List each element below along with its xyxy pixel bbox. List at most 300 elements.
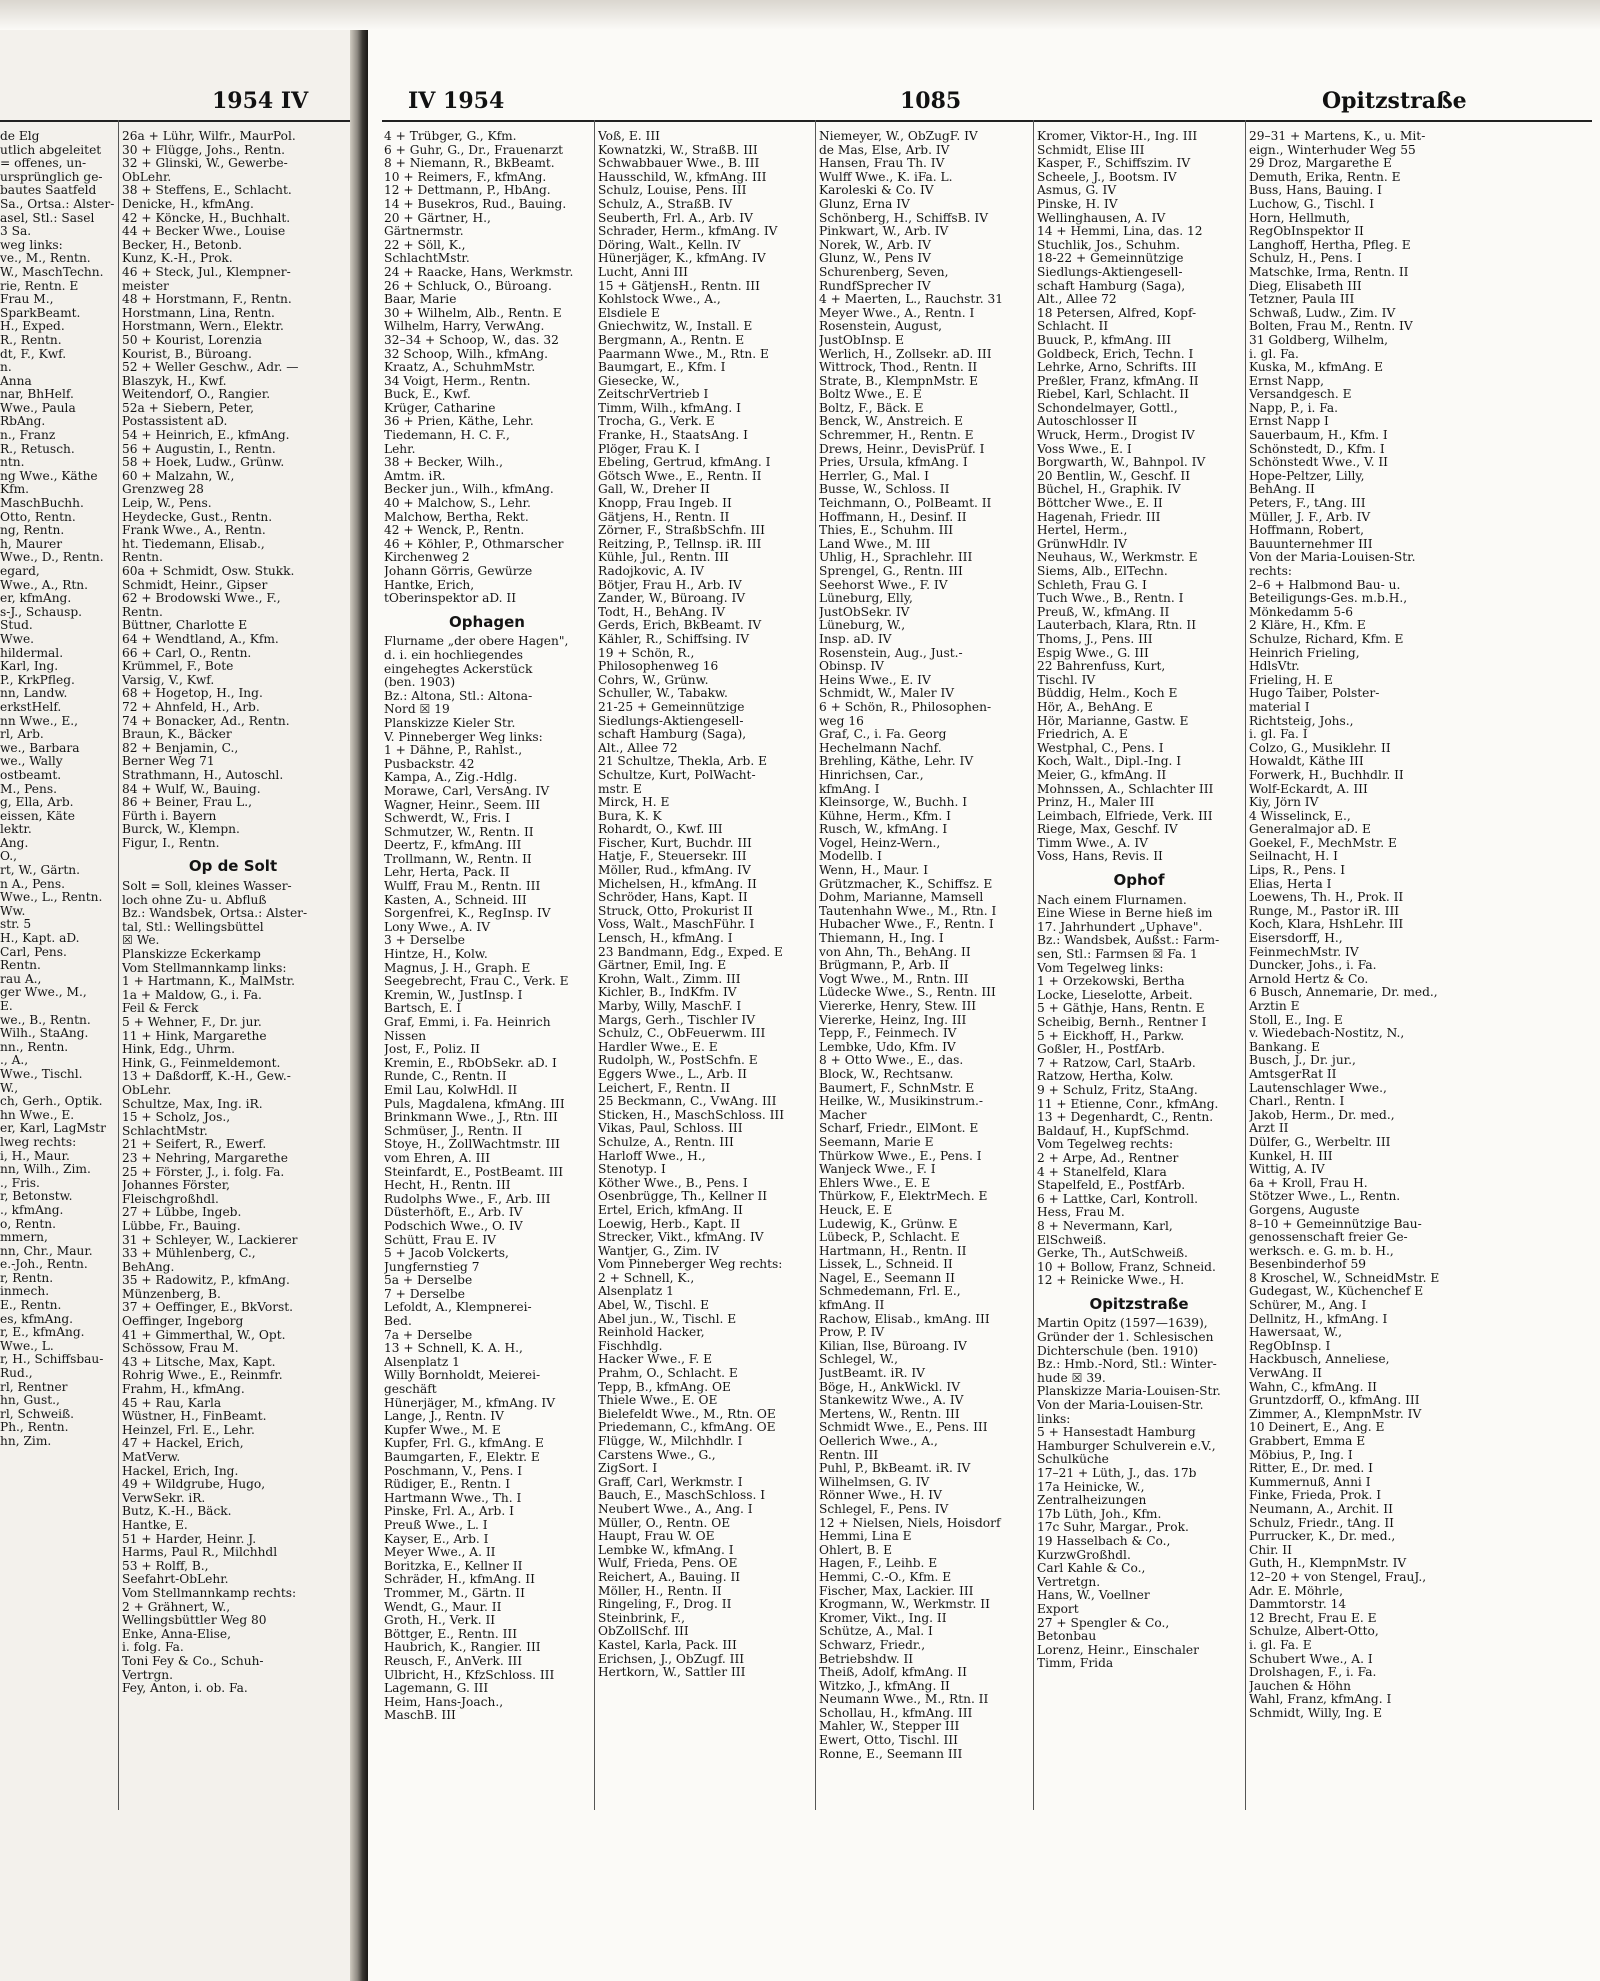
- directory-entry: Alt., Allee 72: [598, 741, 678, 755]
- directory-entry: 68 + Hogetop, H., Ing.: [122, 687, 263, 701]
- directory-entry: 18 Petersen, Alfred, Kopf-: [1037, 306, 1197, 320]
- directory-entry: 5 + Wehner, F., Dr. jur.: [122, 1016, 262, 1029]
- directory-entry: 13 + Degenhardt, C., Rentn.: [1037, 1111, 1214, 1125]
- directory-entry: Zentralheizungen: [1037, 1494, 1147, 1508]
- directory-entry: Timm, Frida: [1037, 1657, 1114, 1671]
- directory-entry: Kremin, E., RbObSekr. aD. I: [384, 1056, 557, 1070]
- directory-entry: o, Rentn.: [0, 1217, 56, 1231]
- directory-entry: E., Rentn.: [0, 1299, 62, 1313]
- directory-entry: Schwerdt, W., Fris. I: [384, 812, 510, 826]
- directory-entry: 4 + Stanelfeld, Klara: [1037, 1165, 1167, 1179]
- directory-entry: Vertrgn.: [122, 1668, 173, 1682]
- directory-entry: Lensch, H., kfmAng. I: [598, 932, 733, 946]
- directory-entry: 23 + Nehring, Margarethe: [122, 1151, 288, 1165]
- directory-entry: Tiedemann, H. C. F.,: [384, 429, 510, 443]
- directory-entry: Struck, Otto, Prokurist II: [598, 904, 753, 918]
- directory-entry: Wwe., L.: [0, 1339, 54, 1353]
- directory-entry: Leimbach, Elfriede, Verk. III: [1037, 809, 1213, 823]
- section-heading: Op de Solt: [188, 857, 278, 876]
- directory-entry: Betonbau: [1037, 1630, 1097, 1644]
- directory-entry: Carl Kahle & Co.,: [1037, 1562, 1146, 1576]
- directory-entry: 5 + Hansestadt Hamburg: [1037, 1426, 1196, 1440]
- directory-entry: Besenbinderhof 59: [1249, 1258, 1366, 1272]
- directory-entry: Vogt Wwe., M., Rntn. III: [819, 972, 969, 986]
- directory-entry: Rusch, W., kfmAng. I: [819, 823, 948, 837]
- directory-entry: eign., Winterhuder Weg 55: [1249, 143, 1416, 157]
- directory-entry: 17–21 + Lüth, J., das. 17b: [1037, 1467, 1197, 1480]
- directory-entry: Fischer, Kurt, Buchdr. III: [598, 836, 752, 850]
- directory-entry: Seilnacht, H. I: [1249, 850, 1338, 864]
- directory-entry: Kummernuß, Anni I: [1249, 1475, 1371, 1489]
- directory-entry: Gärtnermstr.: [384, 225, 464, 239]
- directory-entry: 74 + Bonacker, Ad., Rentn.: [122, 714, 290, 728]
- directory-entry: SchlachtMstr.: [122, 1124, 208, 1138]
- directory-entry: Poschmann, V., Pens. I: [384, 1464, 523, 1478]
- directory-entry: 17. Jahrhundert „Uphave".: [1037, 920, 1203, 934]
- directory-entry: 56 + Augustin, I., Rentn.: [122, 442, 276, 456]
- directory-entry: ., kfmAng.: [0, 1203, 64, 1217]
- directory-entry: Glunz, Erna IV: [819, 197, 910, 211]
- directory-entry: 64 + Wendtland, A., Kfm.: [122, 632, 279, 646]
- directory-entry: Hemmi, C.-O., Kfm. E: [819, 1570, 952, 1584]
- directory-entry: 13 + Daßdorff, K.-H., Gew.-: [122, 1070, 291, 1084]
- directory-entry: 6 Busch, Annemarie, Dr. med.,: [1249, 986, 1438, 1000]
- directory-entry: Bura, K. K: [598, 809, 662, 823]
- directory-entry: JustBeamt. iR. IV: [819, 1367, 925, 1381]
- directory-entry: Alsenplatz 1: [598, 1285, 674, 1299]
- directory-entry: Kupfer Wwe., M. E: [384, 1423, 501, 1437]
- directory-entry: Hardler Wwe., E. E: [598, 1040, 718, 1054]
- directory-entry: Neumann, A., Archit. II: [1249, 1502, 1393, 1516]
- directory-entry: Zimmer, A., KlempnMstr. IV: [1249, 1407, 1422, 1421]
- top-shadow: [0, 0, 1600, 30]
- left-page-header: 1954 IV: [212, 88, 309, 114]
- directory-entry: Vom Stellmannkamp rechts:: [122, 1586, 297, 1600]
- directory-entry: Schmidt, Willy, Ing. E: [1249, 1706, 1383, 1720]
- directory-entry: Schollau, H., kfmAng. III: [819, 1706, 973, 1720]
- directory-entry: Schräder, H., kfmAng. II: [384, 1573, 535, 1587]
- column-rule: [815, 120, 816, 1810]
- directory-entry: nn., Rentn.: [0, 1040, 69, 1054]
- directory-entry: Forwerk, H., Buchhdlr. II: [1249, 768, 1404, 782]
- directory-entry: Bartsch, E. I: [384, 1002, 462, 1016]
- directory-entry: Langhoff, Hertha, Pfleg. E: [1249, 238, 1411, 252]
- directory-entry: ursprünglich ge-: [0, 170, 103, 184]
- directory-entry: 6a + Kroll, Frau H.: [1249, 1176, 1368, 1190]
- directory-entry: Frau M.,: [0, 293, 54, 307]
- directory-entry: Kupfer, Frl. G., kfmAng. E: [384, 1437, 544, 1451]
- directory-entry: sen, Stl.: Farmsen ☒ Fa. 1: [1037, 948, 1198, 962]
- directory-entry: Scharf, Friedr., ElMont. E: [819, 1122, 979, 1136]
- directory-entry: 2–6 + Halbmond Bau- u.: [1249, 578, 1401, 592]
- directory-entry: Wwe.: [0, 632, 35, 646]
- directory-entry: Philosophenweg 16: [598, 660, 719, 674]
- directory-entry: Dieg, Elisabeth III: [1249, 279, 1362, 293]
- directory-entry: Schremmer, H., Rentn. E: [819, 429, 974, 443]
- directory-entry: Ewert, Otto, Tischl. III: [819, 1734, 958, 1748]
- directory-entry: tOberinspektor aD. II: [384, 592, 517, 606]
- directory-entry: Arnold Hertz & Co.: [1249, 972, 1369, 986]
- directory-entry: Schulküche: [1037, 1453, 1109, 1467]
- directory-entry: rl, Schweiß.: [0, 1407, 75, 1421]
- directory-column-left: [122, 130, 344, 1696]
- directory-entry: Glunz, W., Pens IV: [819, 252, 931, 266]
- directory-entry: Ehlers Wwe., E. E: [819, 1176, 931, 1190]
- directory-entry: 37 + Oeffinger, E., BkVorst.: [122, 1301, 294, 1315]
- directory-entry: 29 Droz, Margarethe E: [1249, 157, 1392, 171]
- directory-entry: Nissen: [384, 1029, 427, 1043]
- directory-entry: AmtsgerRat II: [1249, 1067, 1337, 1081]
- directory-entry: Werlich, H., Zollsekr. aD. III: [819, 347, 992, 361]
- page-number: 1085: [900, 88, 962, 114]
- directory-entry: Horstmann, Lina, Rentn.: [122, 306, 275, 320]
- directory-entry: Alsenplatz 1: [384, 1355, 460, 1369]
- directory-entry: Krümmel, F., Bote: [122, 660, 234, 674]
- directory-entry: Wellingsbüttler Weg 80: [122, 1614, 267, 1628]
- directory-entry: Reitzing, P., Tellnsp. iR. III: [598, 537, 762, 551]
- directory-entry: Eggers Wwe., L., Arb. II: [598, 1067, 747, 1081]
- directory-entry: 25 Beckmann, C., VwAng. III: [598, 1095, 777, 1109]
- directory-entry: Blaszyk, H., Kwf.: [122, 374, 227, 388]
- directory-entry: Timm, Wilh., kfmAng. I: [598, 401, 741, 415]
- directory-entry: Braun, K., Bäcker: [122, 728, 232, 742]
- directory-entry: VerwSekr. iR.: [122, 1491, 206, 1505]
- directory-entry: g, Ella, Arb.: [0, 796, 74, 810]
- directory-entry: 3 Sa.: [0, 225, 32, 239]
- directory-entry: Möbius, P., Ing. I: [1249, 1448, 1353, 1462]
- directory-entry: W.,: [0, 1081, 19, 1095]
- directory-entry: Export: [1037, 1602, 1079, 1616]
- directory-entry: 5 + Eickhoff, H., Parkw.: [1037, 1029, 1185, 1043]
- directory-entry: Schulz, C., ObFeuerwm. III: [598, 1027, 766, 1041]
- directory-entry: 32–34 + Schoop, W., das. 32: [384, 333, 559, 347]
- directory-entry: Harloff Wwe., H.,: [598, 1149, 706, 1163]
- directory-entry: 11 + Hink, Margarethe: [122, 1029, 267, 1043]
- directory-entry: Lembke, Udo, Kfm. IV: [819, 1040, 956, 1054]
- directory-entry: RegObInspektor II: [1249, 225, 1364, 239]
- directory-entry: Trommer, M., Gärtn. II: [384, 1586, 525, 1600]
- directory-entry: we., Barbara: [0, 741, 80, 755]
- directory-entry: Wwe., D., Rentn.: [0, 551, 104, 565]
- directory-entry: Thiele Wwe., E. OE: [598, 1394, 718, 1408]
- directory-entry: Fürth i. Bayern: [122, 809, 217, 823]
- directory-entry: Plöger, Frau K. I: [598, 442, 700, 456]
- directory-entry: 6 + Guhr, G., Dr., Frauenarzt: [384, 143, 564, 157]
- directory-entry: Schulz, Louise, Pens. III: [598, 184, 747, 198]
- directory-entry: 25 + Förster, J., i. folg. Fa.: [122, 1165, 285, 1179]
- directory-entry: Stud.: [0, 619, 33, 633]
- directory-entry: mstr. E: [598, 782, 642, 796]
- directory-entry: ., A.,: [0, 1054, 29, 1068]
- directory-entry: 42 + Köncke, H., Buchhalt.: [122, 211, 291, 225]
- directory-entry: Wittig, A. IV: [1249, 1163, 1325, 1177]
- directory-entry: 7 + Derselbe: [384, 1287, 465, 1301]
- directory-entry: Boritzka, E., Kellner II: [384, 1559, 523, 1573]
- directory-entry: 1 + Orzekowski, Bertha: [1037, 975, 1185, 989]
- directory-entry: Trollmann, W., Rentn. II: [384, 852, 532, 866]
- directory-entry: Stapelfeld, E., PostfArb.: [1037, 1179, 1186, 1193]
- directory-entry: Puhl, P., BkBeamt. iR. IV: [819, 1462, 971, 1476]
- directory-entry: s-J., Schausp.: [0, 605, 83, 619]
- directory-entry: Wwe., Paula: [0, 401, 76, 415]
- directory-entry: n A., Pens.: [0, 877, 65, 891]
- directory-entry: RbAng.: [0, 415, 46, 429]
- directory-entry: Richtsteig, Johs.,: [1249, 714, 1354, 728]
- directory-entry: Bötjer, Frau H., Arb. IV: [598, 578, 742, 592]
- directory-entry: Vom Pinneberger Weg rechts:: [598, 1258, 783, 1272]
- directory-entry: Hör, Marianne, Gastw. E: [1037, 714, 1189, 728]
- directory-entry: Heuck, E. E: [819, 1203, 893, 1217]
- directory-entry: Büddig, Helm., Koch E: [1037, 687, 1178, 701]
- directory-entry: Dohm, Marianne, Mamsell: [819, 891, 984, 905]
- directory-entry: Dichterschule (ben. 1910): [1037, 1344, 1199, 1358]
- directory-entry: Voss, Hans, Revis. II: [1037, 850, 1163, 864]
- directory-entry: Ulbricht, H., KfzSchloss. III: [384, 1668, 555, 1682]
- directory-entry: Elsdiele E: [598, 306, 660, 320]
- directory-entry: Pinske, H. IV: [1037, 197, 1118, 211]
- directory-entry: Lübbe, Fr., Bauing.: [122, 1219, 241, 1233]
- directory-entry: Lehr, Herta, Pack. II: [384, 866, 510, 880]
- directory-entry: meister: [122, 279, 169, 293]
- directory-entry: Wellinghausen, A. IV: [1037, 211, 1166, 225]
- directory-entry: 4 + Trübger, G., Kfm.: [384, 130, 517, 143]
- directory-entry: Purrucker, K., Dr. med.,: [1249, 1530, 1396, 1544]
- directory-entry: Götsch Wwe., E., Rentn. II: [598, 469, 762, 483]
- directory-entry: Rönner Wwe., H. IV: [819, 1489, 942, 1503]
- directory-entry: Leichert, F., Rentn. II: [598, 1081, 731, 1095]
- directory-entry: Schwabbauer Wwe., B. III: [598, 157, 760, 171]
- directory-entry: Schmidt Wwe., E., Pens. III: [819, 1421, 988, 1435]
- directory-entry: Oellerich Wwe., A.,: [819, 1435, 938, 1448]
- directory-entry: r, Betonstw.: [0, 1190, 73, 1204]
- directory-entry: Hink, Edg., Uhrm.: [122, 1043, 236, 1057]
- directory-entry: Schultze, Max, Ing. iR.: [122, 1097, 263, 1111]
- directory-entry: Land Wwe., M. III: [819, 537, 931, 551]
- directory-entry: Mohnssen, A., Schlachter III: [1037, 782, 1214, 796]
- directory-entry: JustObSekr. IV: [819, 605, 910, 619]
- directory-entry: Sauerbaum, H., Kfm. I: [1249, 429, 1388, 443]
- directory-entry: hildermal.: [0, 646, 64, 660]
- directory-entry: Kastel, Karla, Pack. III: [598, 1638, 737, 1652]
- directory-entry: Frieling, H. E: [1249, 673, 1333, 687]
- directory-entry: n.: [0, 361, 12, 375]
- directory-entry: rie, Rentn. E: [0, 279, 79, 293]
- directory-entry: Hör, A., BehAng. E: [1037, 700, 1153, 714]
- directory-entry: Seefahrt-ObLehr.: [122, 1573, 229, 1587]
- directory-entry: ZigSort. I: [598, 1462, 658, 1476]
- directory-entry: Flurname „der obere Hagen",: [384, 635, 569, 649]
- directory-entry: 22 Bahrenfuss, Kurt,: [1037, 660, 1166, 674]
- directory-entry: Lefoldt, A., Klempnerei-: [384, 1301, 532, 1315]
- directory-entry: Seegebrecht, Frau C., Verk. E: [384, 975, 569, 989]
- directory-entry: hn, Gust.,: [0, 1394, 60, 1408]
- directory-entry: Rentn.: [122, 551, 163, 565]
- directory-entry: Vogel, Heinz-Wern.,: [819, 836, 941, 850]
- directory-entry: Runde, C., Rentn. II: [384, 1070, 507, 1084]
- directory-entry: Bauunternehmer III: [1249, 537, 1373, 551]
- directory-entry: Hink, G., Feinmeldemont.: [122, 1056, 281, 1070]
- directory-entry: er, Karl, LagMstr: [0, 1122, 106, 1136]
- directory-entry: ☒ We.: [122, 934, 160, 948]
- directory-entry: 15 + Scholz, Jos.,: [122, 1111, 231, 1125]
- directory-entry: r, E., kfmAng.: [0, 1326, 85, 1340]
- directory-entry: Herrler, G., Mal. I: [819, 469, 929, 483]
- directory-entry: Schmidt, Elise III: [1037, 143, 1145, 157]
- directory-entry: Prow, P. IV: [819, 1326, 885, 1340]
- directory-entry: VerwAng. II: [1249, 1367, 1322, 1381]
- directory-entry: Reusch, F., AnVerk. III: [384, 1654, 523, 1668]
- directory-entry: Müller, J. F., Arb. IV: [1249, 510, 1371, 524]
- directory-entry: Haupt, Frau W. OE: [598, 1530, 715, 1544]
- directory-entry: de Elg: [0, 130, 40, 143]
- directory-entry: kfmAng. II: [819, 1299, 885, 1313]
- directory-entry: Vom Tegelweg links:: [1037, 961, 1164, 975]
- directory-entry: Ww.: [0, 904, 26, 918]
- directory-entry: Heilke, W., Musikinstrum.-: [819, 1095, 983, 1109]
- directory-entry: Dülfer, G., Werbeltr. III: [1249, 1135, 1391, 1149]
- directory-entry: Bankang. E: [1249, 1040, 1321, 1054]
- directory-entry: 52a + Siebern, Peter,: [122, 401, 254, 415]
- directory-entry: Hawersaat, W.,: [1249, 1326, 1342, 1340]
- directory-entry: 4 + Maerten, L., Rauchstr. 31: [819, 293, 1004, 307]
- directory-entry: Krogmann, W., Werkmstr. II: [819, 1598, 990, 1612]
- directory-entry: Schurenberg, Seven,: [819, 265, 949, 279]
- directory-entry: i. gl. Fa.: [1249, 347, 1299, 361]
- directory-entry: Viererke, Henry, Stew. III: [819, 1000, 977, 1013]
- directory-entry: Ratzow, Hertha, Kolw.: [1037, 1070, 1174, 1084]
- directory-entry: Reichert, A., Bauing. II: [598, 1570, 741, 1584]
- directory-entry: Hope-Peltzer, Lilly,: [1249, 469, 1365, 483]
- directory-entry: HdlsVtr.: [1249, 660, 1300, 674]
- right-page-header-year: IV 1954: [408, 88, 505, 114]
- directory-entry: Tautenhahn Wwe., M., Rtn. I: [819, 904, 997, 918]
- directory-entry: Wwe., L., Rentn.: [0, 891, 103, 905]
- directory-entry: Karl, Ing.: [0, 660, 59, 674]
- directory-entry: Bolten, Frau M., Rentn. IV: [1249, 320, 1413, 334]
- directory-entry: Butz, K.-H., Bäck.: [122, 1505, 232, 1519]
- directory-entry: Buss, Hans, Bauing. I: [1249, 184, 1382, 198]
- directory-entry: Kromer, Viktor-H., Ing. III: [1037, 130, 1198, 143]
- directory-entry: Von der Maria-Louisen-Str.: [1037, 1399, 1204, 1413]
- directory-entry: Rudolph, W., PostSchfn. E: [598, 1054, 758, 1068]
- directory-entry: GrünwHdlr. IV: [1037, 537, 1127, 551]
- directory-entry: 7a + Derselbe: [384, 1328, 473, 1342]
- directory-entry: Leip, W., Pens.: [122, 497, 212, 511]
- directory-entry: Figur, I., Rentn.: [122, 836, 220, 850]
- directory-entry: V. Pinneberger Weg links:: [384, 730, 543, 744]
- directory-entry: Wenn, H., Maur. I: [819, 864, 929, 878]
- directory-entry: 17c Suhr, Margar., Prok.: [1037, 1521, 1189, 1535]
- directory-entry: Rüdiger, E., Rentn. I: [384, 1478, 511, 1492]
- directory-entry: rl, Arb.: [0, 728, 44, 742]
- directory-entry: Wanjeck Wwe., F. I: [819, 1163, 936, 1177]
- directory-entry: SchlachtMstr.: [384, 252, 470, 266]
- directory-entry: Rentn. III: [819, 1448, 879, 1462]
- directory-entry: Preßler, Franz, kfmAng. II: [1037, 374, 1199, 388]
- directory-entry: Kähler, R., Schiffsing. IV: [598, 632, 750, 646]
- directory-entry: Schmüser, J., Rentn. II: [384, 1124, 523, 1138]
- directory-entry: Voss Wwe., E. I: [1037, 442, 1132, 456]
- directory-entry: Sa., Ortsa.: Alster-: [0, 197, 114, 211]
- directory-entry: Knopp, Frau Ingeb. II: [598, 497, 732, 511]
- directory-entry: Wulf, Frieda, Pens. OE: [598, 1557, 738, 1571]
- directory-entry: ve., M., Rentn.: [0, 252, 91, 266]
- directory-entry: Macher: [819, 1108, 867, 1122]
- directory-entry: Bz.: Altona, Stl.: Altona-: [384, 689, 533, 703]
- directory-entry: 19 + Schön, R.,: [598, 646, 695, 660]
- directory-entry: Schwarz, Friedr.,: [819, 1638, 926, 1652]
- directory-entry: Hugo Taiber, Polster-: [1249, 687, 1380, 701]
- directory-entry: 31 Goldberg, Wilhelm,: [1249, 333, 1389, 347]
- directory-entry: Schmutzer, W., Rentn. II: [384, 825, 534, 839]
- directory-entry: Gruntzdorff, O., kfmAng. III: [1249, 1394, 1420, 1408]
- directory-entry: 48 + Horstmann, F., Rentn.: [122, 293, 292, 307]
- directory-entry: Neumann Wwe., M., Rtn. II: [819, 1693, 989, 1707]
- directory-entry: Bauch, E., MaschSchloss. I: [598, 1489, 766, 1503]
- directory-entry: Gerds, Erich, BkBeamt. IV: [598, 619, 762, 633]
- directory-entry: Westphal, C., Pens. I: [1037, 741, 1164, 755]
- directory-entry: 51 + Harder, Heinr. J.: [122, 1532, 257, 1546]
- directory-entry: Duncker, Johs., i. Fa.: [1249, 959, 1377, 973]
- directory-entry: Thürkow Wwe., E., Pens. I: [819, 1149, 982, 1163]
- directory-entry: Ohlert, B. E: [819, 1543, 893, 1557]
- directory-entry: Rohrig Wwe., E., Reinmfr.: [122, 1369, 283, 1383]
- directory-entry: 33 + Mühlenberg, C.,: [122, 1247, 256, 1261]
- directory-entry: Schwaß, Ludw., Zim. IV: [1249, 306, 1396, 320]
- directory-entry: lektr.: [0, 823, 32, 837]
- directory-entry: Mirck, H. E: [598, 796, 670, 810]
- directory-entry: ch, Gerh., Optik.: [0, 1095, 103, 1109]
- directory-entry: Ernst Napp,: [1249, 374, 1325, 388]
- directory-entry: Beteiligungs-Ges. m.b.H.,: [1249, 592, 1408, 606]
- directory-entry: Weitendorf, O., Rangier.: [122, 388, 271, 402]
- directory-entry: Schmedemann, Frl. E.,: [819, 1285, 961, 1299]
- directory-entry: Brügmann, P., Arb. II: [819, 959, 949, 973]
- directory-entry: Runge, M., Pastor iR. III: [1249, 904, 1400, 918]
- directory-entry: Napp, P., i. Fa.: [1249, 401, 1339, 415]
- directory-entry: 84 + Wulf, W., Bauing.: [122, 782, 261, 796]
- directory-entry: Drews, Heinr., DevisPrüf. I: [819, 442, 985, 456]
- directory-entry: Riebel, Karl, Schlacht. II: [1037, 388, 1189, 402]
- directory-entry: 11 + Etienne, Conr., kfmAng.: [1037, 1097, 1219, 1111]
- directory-entry: 18-22 + Gemeinnützige: [1037, 252, 1184, 266]
- directory-entry: Köther Wwe., B., Pens. I: [598, 1176, 748, 1190]
- directory-entry: Graf, Emmi, i. Fa. Heinrich: [384, 1016, 551, 1029]
- directory-entry: Wwe., A., Rtn.: [0, 578, 89, 592]
- directory-column-5: [1249, 130, 1597, 1720]
- directory-entry: Groth, H., Verk. II: [384, 1614, 496, 1628]
- directory-entry: Hoffmann, Robert,: [1249, 524, 1365, 538]
- directory-entry: Wahn, C., kfmAng. II: [1249, 1380, 1377, 1394]
- directory-entry: Jost, F., Poliz. II: [384, 1043, 480, 1057]
- directory-entry: we., Wally: [0, 755, 63, 769]
- directory-entry: Hertel, Herm.,: [1037, 524, 1128, 538]
- directory-entry: Steinfardt, E., PostBeamt. III: [384, 1165, 564, 1179]
- directory-entry: Wulff, Frau M., Rentn. III: [384, 880, 541, 894]
- directory-entry: Kleinsorge, W., Buchh. I: [819, 796, 968, 810]
- directory-entry: Gätjens, H., Rentn. II: [598, 510, 730, 524]
- directory-entry: 32 + Glinski, W., Gewerbe-: [122, 157, 288, 171]
- directory-entry: Planskizze Maria-Louisen-Str.: [1037, 1385, 1221, 1399]
- directory-entry: 14 + Hemmi, Lina, das. 12: [1037, 225, 1203, 239]
- directory-entry: 14 + Busekros, Rud., Bauing.: [384, 197, 567, 211]
- directory-entry: asel, Stl.: Sasel: [0, 211, 95, 225]
- directory-entry: Carstens Wwe., G.,: [598, 1448, 716, 1462]
- directory-entry: Pinkwart, W., Arb. IV: [819, 225, 949, 239]
- directory-entry: Guth, H., KlempnMstr. IV: [1249, 1557, 1407, 1571]
- directory-entry: Hans, W., Voellner: [1037, 1589, 1150, 1603]
- directory-entry: Thies, E., Schuhm. III: [819, 524, 954, 538]
